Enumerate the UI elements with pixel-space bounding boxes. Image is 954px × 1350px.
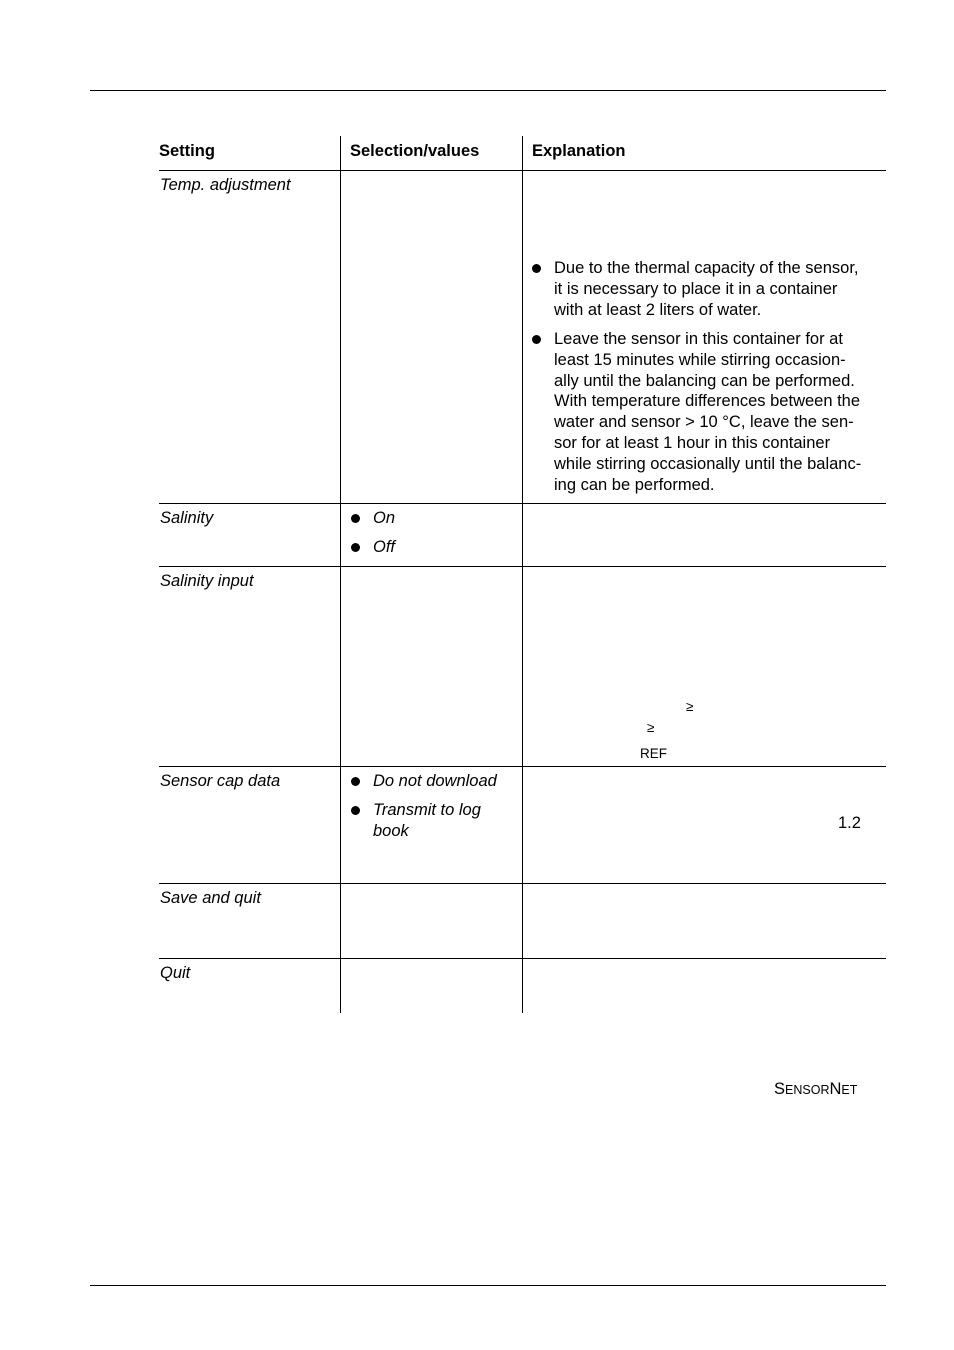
bullet-icon bbox=[351, 777, 360, 786]
option-transmit-continuation: book bbox=[373, 822, 409, 840]
setting-sensor-cap-data: Sensor cap data bbox=[160, 772, 281, 790]
greater-equal-symbol: ≥ bbox=[686, 699, 694, 714]
bullet-icon bbox=[351, 806, 360, 815]
column-divider-1 bbox=[340, 136, 341, 1013]
bullet-icon bbox=[351, 543, 360, 552]
header-underline bbox=[159, 170, 886, 171]
explanation-bullet-1: Due to the thermal capacity of the sensor, it is necessary to place it in a container with at least 2 liters of water. bbox=[554, 259, 859, 319]
greater-equal-symbol: ≥ bbox=[647, 720, 655, 735]
row-divider bbox=[159, 566, 886, 567]
footer-rule bbox=[90, 1285, 886, 1286]
option-do-not-download: Do not download bbox=[373, 772, 497, 790]
setting-save-and-quit: Save and quit bbox=[160, 889, 261, 907]
header-setting: Setting bbox=[159, 142, 215, 160]
row-divider bbox=[159, 958, 886, 959]
brand-sensornet: SENSORNET bbox=[774, 1080, 858, 1098]
header-rule bbox=[90, 90, 886, 91]
row-divider bbox=[159, 883, 886, 884]
option-transmit-to-log-book: Transmit to log bbox=[373, 801, 481, 819]
setting-quit: Quit bbox=[160, 964, 191, 982]
bullet-icon bbox=[532, 264, 541, 273]
setting-temp-adjustment: Temp. adjustment bbox=[160, 176, 291, 194]
row-divider bbox=[159, 766, 886, 767]
version-fragment: 1.2 bbox=[838, 814, 861, 832]
explanation-bullet-2: Leave the sensor in this container for at least 15 minutes while stirring occasion- ally until the balancing can be performed. With temperature differences between the water and sensor > 10 °C, leave the sen- sor for at least 1 hour in this container while stirring occasionally until the balanc- ing can be performed. bbox=[554, 330, 862, 494]
ref-subscript: REF bbox=[640, 746, 667, 761]
bullet-icon bbox=[351, 514, 360, 523]
option-on: On bbox=[373, 509, 396, 527]
bullet-icon bbox=[532, 335, 541, 344]
column-divider-2 bbox=[522, 136, 523, 1013]
setting-salinity-input: Salinity input bbox=[160, 572, 254, 590]
option-off: Off bbox=[373, 538, 396, 556]
row-divider bbox=[159, 503, 886, 504]
header-explanation: Explanation bbox=[532, 142, 626, 160]
header-selection: Selection/values bbox=[350, 142, 480, 160]
setting-salinity: Salinity bbox=[160, 509, 214, 527]
